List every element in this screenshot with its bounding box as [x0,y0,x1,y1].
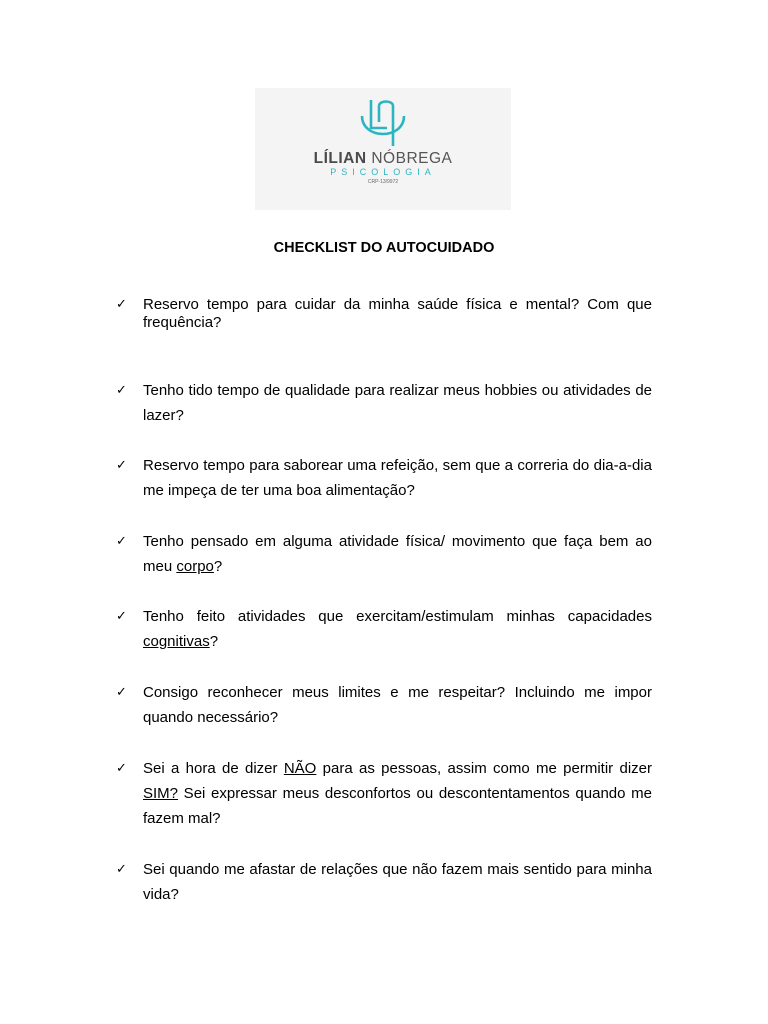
underlined-word: corpo [176,558,214,575]
checkmark-icon: ✓ [116,297,127,312]
logo-name [255,150,511,168]
text-segment: para as pessoas, assim como me permitir dizer [316,760,653,777]
page-title: CHECKLIST DO AUTOCUIDADO [273,240,495,256]
checkmark-icon: ✓ [116,609,127,624]
underlined-word: SIM? [143,785,179,802]
checkmark-icon: ✓ [116,534,127,549]
logo-registration: CRP-13/9972 [367,179,399,185]
text-segment: Sei expressar meus desconfortos ou descontentamentos quando me fazem mal? [143,785,652,827]
checkmark-icon: ✓ [116,383,127,398]
text-segment: Tenho feito atividades que exercitam/estimulam minhas capacidades [143,608,652,625]
logo-subtitle: PSICOLOGIA [330,167,436,177]
text-segment: Sei a hora de dizer [143,760,284,777]
text-segment: ? [213,558,223,575]
logo-name-first: LÍLIAN [313,150,367,167]
checklist-item-text: Reservo tempo para cuidar da minha saúde física e mental? Com que frequência? [143,296,652,331]
checklist-item [116,529,652,579]
underlined-word: cognitivas [143,633,210,650]
checkmark-icon: ✓ [116,685,127,700]
checklist-item [116,756,652,831]
checklist-item-text [143,604,652,654]
text-segment: ? [209,633,219,650]
checklist-item [116,604,652,654]
logo-name-last: NÓBREGA [371,150,453,167]
checkmark-icon: ✓ [116,862,127,877]
logo [255,88,511,210]
text-segment: Tenho pensado em alguma atividade física/ movimento que faça bem ao meu [143,533,652,575]
checklist-item-text [143,529,652,579]
checklist-item [116,857,652,907]
checklist-item [116,296,652,332]
checklist-item-text [143,756,652,831]
checklist-item-text: Tenho tido tempo de qualidade para realizar meus hobbies ou atividades de lazer? [143,382,652,424]
ln-monogram-icon [359,96,407,148]
checkmark-icon: ✓ [116,761,127,776]
checklist-item [116,453,652,503]
checklist-item-text: Sei quando me afastar de relações que não fazem mais sentido para minha vida? [143,861,652,903]
checklist-item [116,378,652,428]
checkmark-icon: ✓ [116,458,127,473]
checklist-item-text: Consigo reconhecer meus limites e me respeitar? Incluindo me impor quando necessário? [143,684,652,726]
underlined-word: NÃO [283,760,317,777]
checklist-item-text: Reservo tempo para saborear uma refeição, sem que a correria do dia-a-dia me impeça de ter uma boa alimentação? [143,457,652,499]
checklist-item [116,680,652,730]
